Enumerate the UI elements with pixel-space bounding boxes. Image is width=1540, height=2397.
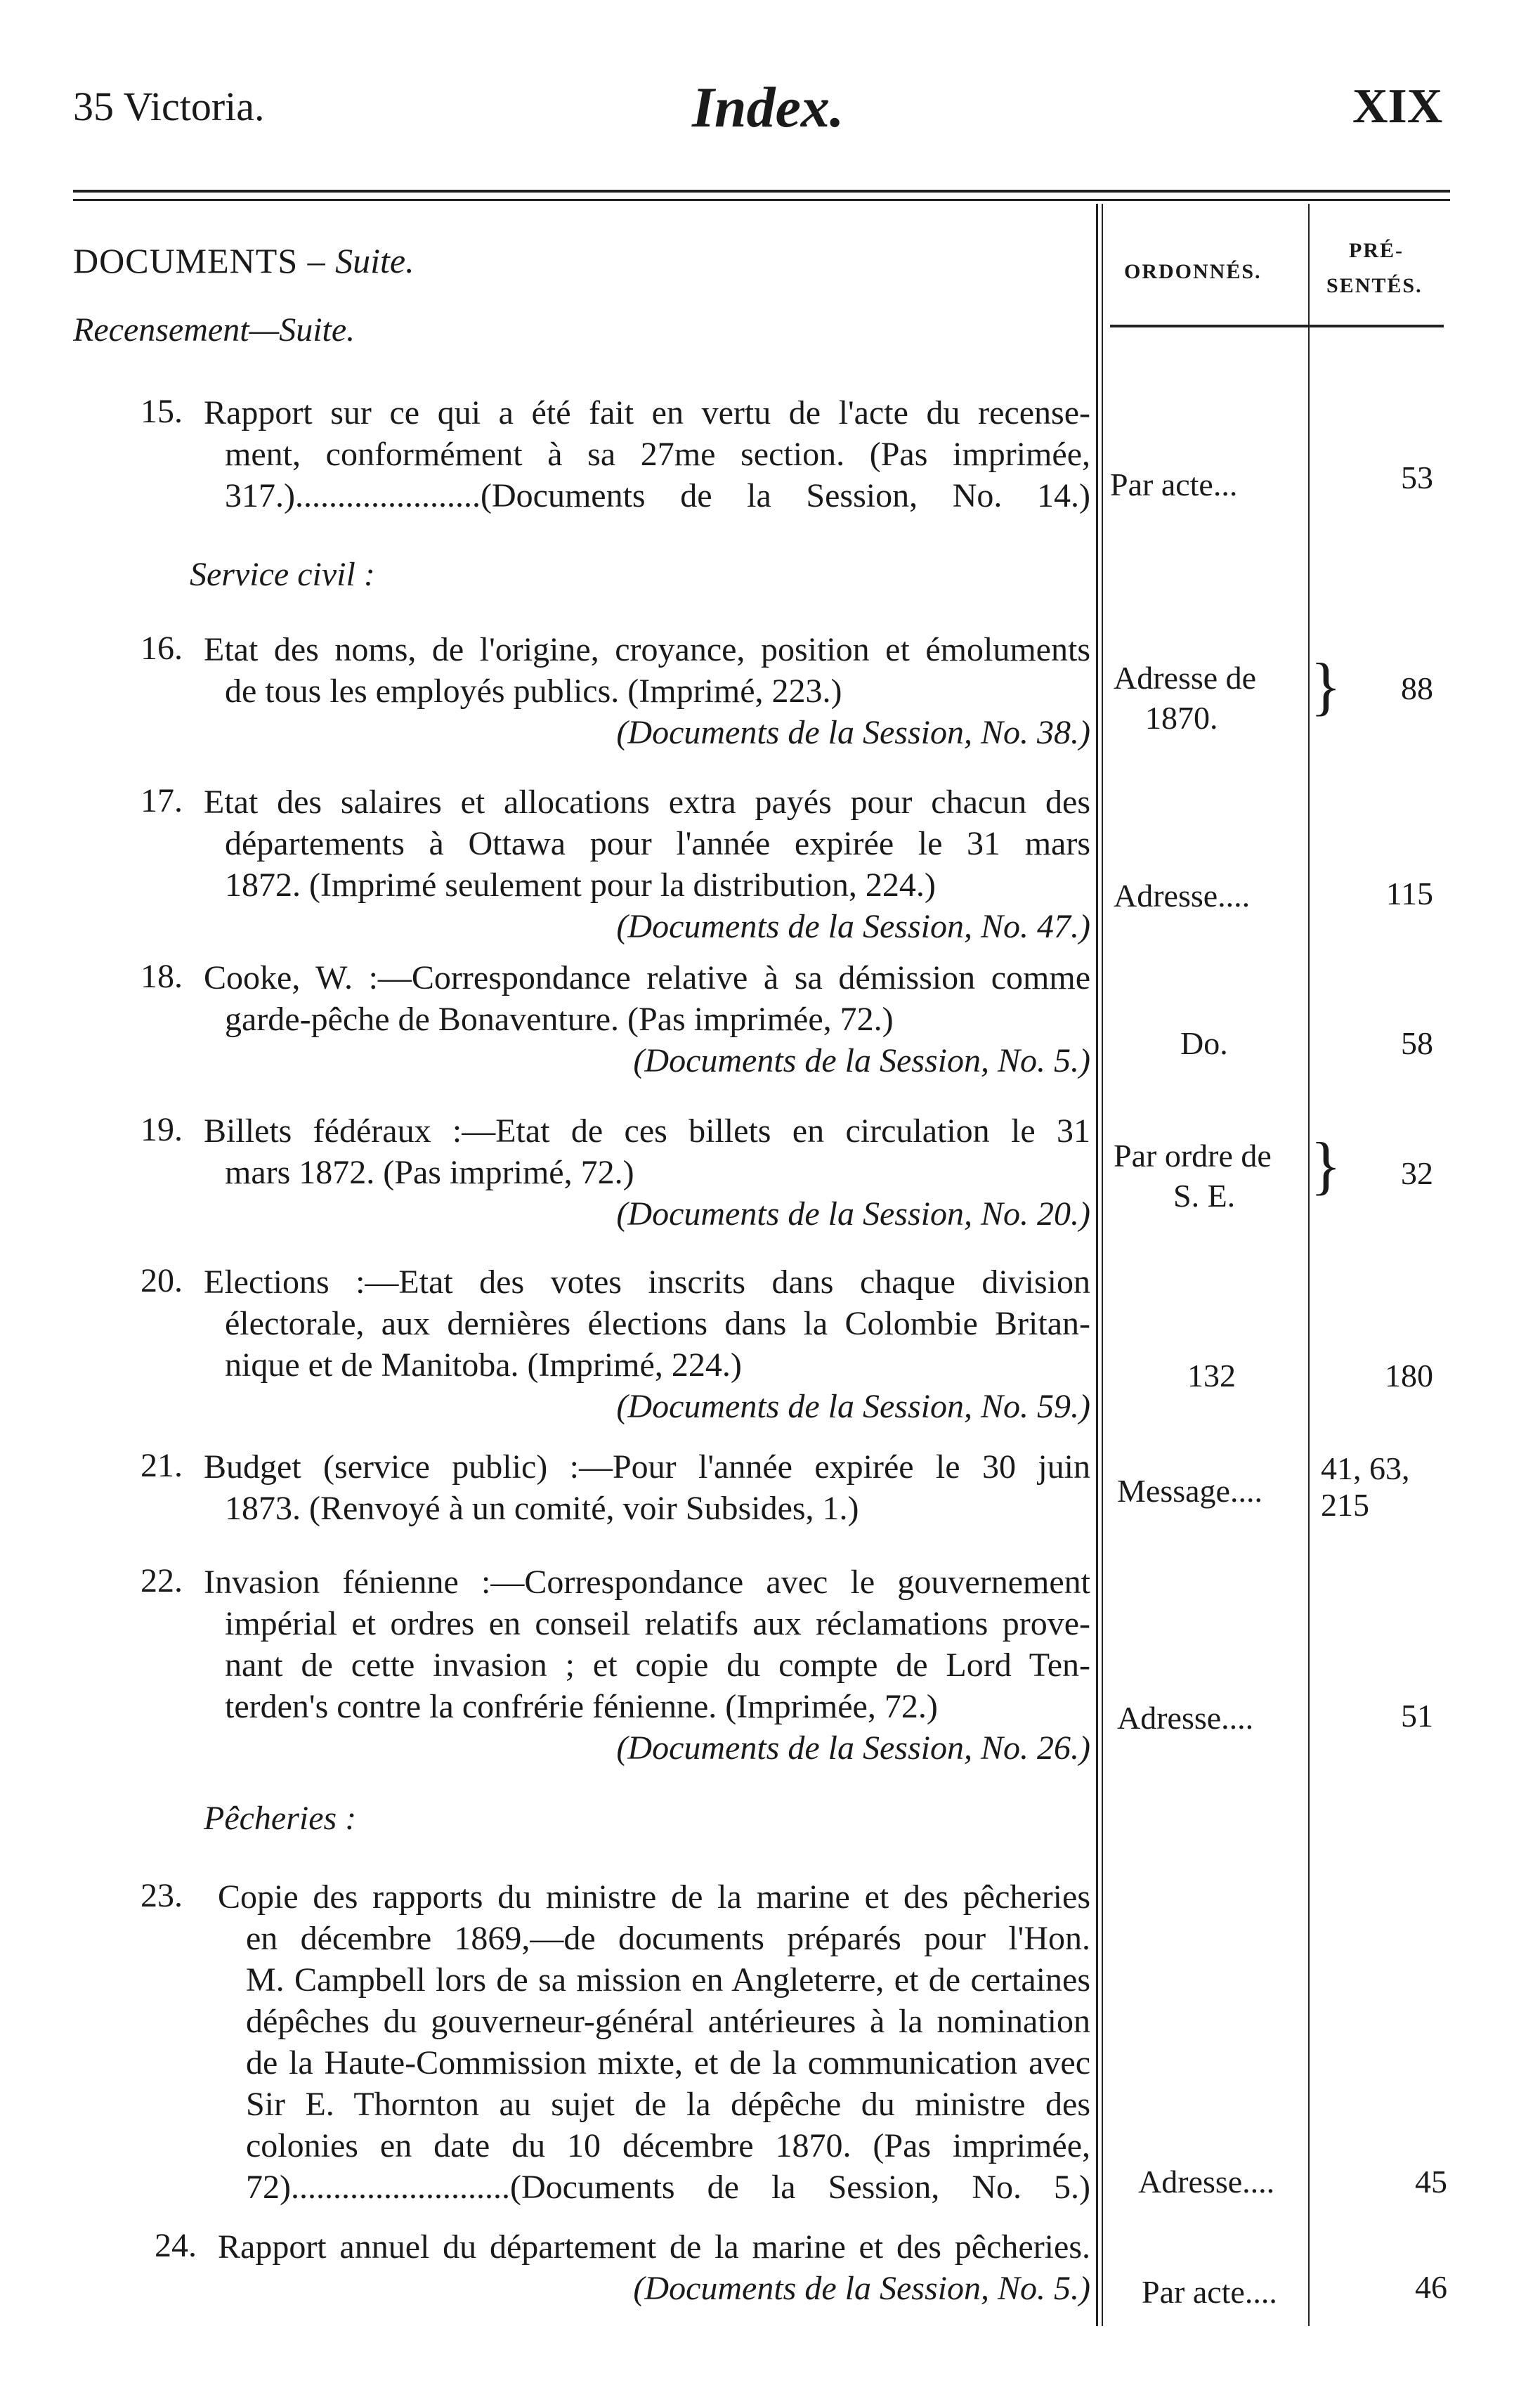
entry-line: Invasion fénienne :—Correspondance avec le gouvernement	[204, 1564, 1090, 1601]
section-title: DOCUMENTS – Suite.	[73, 241, 415, 280]
entry-line: (Documents de la Session, No. 20.)	[616, 1195, 1090, 1233]
entry-line: impérial et ordres en conseil relatifs aux réclamations prove-	[225, 1605, 1090, 1642]
entry-line: terden's contre la confrérie fénienne. (Imprimée, 72.)	[225, 1688, 938, 1725]
presentes-value: 32	[1401, 1155, 1433, 1191]
page-number: XIX	[1352, 79, 1443, 134]
presentes-value: 115	[1385, 876, 1433, 911]
subhead-service-civil: Service civil :	[190, 556, 375, 593]
entry-line: ment, conformément à sa 27me section. (Pas imprimée,	[225, 436, 1090, 473]
entry-text	[204, 629, 1090, 753]
ordonnes-value: Par acte....	[1142, 2274, 1277, 2310]
entry-number: 21.	[141, 1447, 183, 1484]
entry-line: 317.)......................(Documents de la Session, No. 14.)	[225, 477, 1090, 514]
ordonnes-value: S. E.	[1173, 1178, 1236, 1214]
entry-line: (Documents de la Session, No. 38.)	[616, 714, 1090, 751]
header-rule-top	[73, 190, 1450, 193]
entry-text	[204, 1561, 1090, 1769]
entry-line: (Documents de la Session, No. 5.)	[633, 1042, 1090, 1079]
entry-text	[204, 392, 1090, 517]
entry-line: (Documents de la Session, No. 5.)	[633, 2270, 1090, 2307]
entry-line: nant de cette invasion ; et copie du compte de Lord Ten-	[225, 1646, 1090, 1684]
entry-line: Elections :—Etat des votes inscrits dans chaque division	[204, 1264, 1090, 1301]
entry-line: électorale, aux dernières élections dans la Colombie Britan-	[225, 1305, 1090, 1342]
column-header-presentes-2: SENTÉS.	[1326, 274, 1423, 297]
ordonnes-value: Adresse....	[1138, 2164, 1275, 2200]
ordonnes-value: Par acte...	[1110, 467, 1238, 502]
entry-line: départements à Ottawa pour l'année expirée le 31 mars	[225, 825, 1090, 862]
ordonnes-value: Par ordre de	[1114, 1138, 1272, 1174]
entry-line: Etat des noms, de l'origine, croyance, position et émoluments	[204, 631, 1090, 668]
entry-line: (Documents de la Session, No. 47.)	[616, 908, 1090, 945]
entry-line: Cooke, W. :—Correspondance relative à sa démission comme	[204, 959, 1090, 996]
brace-icon: }	[1310, 650, 1342, 722]
subhead-pecheries: Pêcheries :	[204, 1800, 357, 1837]
entry-line: mars 1872. (Pas imprimé, 72.)	[225, 1154, 634, 1191]
column-divider-left-2	[1102, 204, 1103, 2326]
entry-text	[204, 781, 1090, 947]
ordonnes-value: 1870.	[1145, 700, 1218, 736]
entry-text	[218, 1876, 1090, 2208]
entry-number: 16.	[141, 630, 183, 667]
entry-number: 19.	[141, 1111, 183, 1148]
entry-line: (Documents de la Session, No. 26.)	[616, 1729, 1090, 1767]
running-header-left: 35 Victoria.	[73, 84, 265, 129]
presentes-value: 46	[1415, 2269, 1447, 2305]
entry-line: Rapport sur ce qui a été fait en vertu de l'acte du recense-	[204, 394, 1090, 431]
presentes-value: 215	[1321, 1487, 1369, 1523]
presentes-value: 53	[1401, 460, 1433, 495]
presentes-value: 51	[1401, 1698, 1433, 1734]
entry-line: Copie des rapports du ministre de la marine et des pêcheries	[218, 1878, 1090, 1916]
column-header-rule	[1110, 325, 1444, 327]
ordonnes-value: Adresse de	[1114, 660, 1257, 696]
column-header-ordonnes: ORDONNÉS.	[1124, 260, 1262, 283]
entry-line: de la Haute-Commission mixte, et de la communication avec	[246, 2044, 1090, 2081]
entry-line: en décembre 1869,—de documents préparés pour l'Hon.	[246, 1920, 1090, 1957]
ordonnes-value: Do.	[1180, 1025, 1228, 1061]
entry-text	[204, 1446, 1090, 1529]
entry-text	[204, 1261, 1090, 1427]
section-title-text: DOCUMENTS	[73, 241, 299, 280]
entry-number: 23.	[141, 1877, 183, 1914]
column-divider-left	[1096, 204, 1098, 2326]
entry-text	[204, 957, 1090, 1081]
ordonnes-value: Adresse....	[1114, 878, 1251, 914]
brace-icon: }	[1310, 1129, 1342, 1201]
presentes-value: 180	[1385, 1358, 1433, 1394]
entry-line: Billets fédéraux :—Etat de ces billets en circulation le 31	[204, 1112, 1090, 1150]
entry-line: (Documents de la Session, No. 59.)	[616, 1388, 1090, 1425]
entry-text	[204, 1110, 1090, 1235]
ordonnes-value: 132	[1187, 1358, 1236, 1394]
entry-line: colonies en date du 10 décembre 1870. (Pas imprimée,	[246, 2127, 1090, 2164]
ordonnes-value: Message....	[1117, 1473, 1262, 1509]
entry-line: garde-pêche de Bonaventure. (Pas imprimée, 72.)	[225, 1001, 894, 1038]
entry-line: 72)..........................(Documents de la Session, No. 5.)	[246, 2169, 1090, 2206]
entry-number: 22.	[141, 1562, 183, 1599]
presentes-value: 41, 63,	[1321, 1450, 1410, 1486]
entry-line: 1872. (Imprimé seulement pour la distribution, 224.)	[225, 866, 936, 904]
entry-number: 24.	[155, 2227, 197, 2264]
entry-line: Sir E. Thornton au sujet de la dépêche du ministre des	[246, 2086, 1090, 2123]
entry-line: de tous les employés publics. (Imprimé, 223.)	[225, 673, 842, 710]
column-header-presentes-1: PRÉ-	[1349, 239, 1404, 262]
header-rule-bottom	[73, 199, 1450, 201]
entry-number: 15.	[141, 393, 183, 430]
column-divider-right	[1308, 204, 1310, 2326]
running-header-title: Index.	[692, 75, 844, 139]
presentes-value: 58	[1401, 1025, 1433, 1061]
entry-number: 20.	[141, 1262, 183, 1299]
subsection-heading: Recensement—Suite.	[73, 311, 355, 349]
presentes-value: 45	[1415, 2164, 1447, 2200]
entry-line: M. Campbell lors de sa mission en Angleterre, et de certaines	[246, 1961, 1090, 1999]
entry-line: Rapport annuel du département de la marine et des pêcheries.	[218, 2228, 1090, 2266]
entry-line: Etat des salaires et allocations extra payés pour chacun des	[204, 784, 1090, 821]
entry-line: nique et de Manitoba. (Imprimé, 224.)	[225, 1346, 742, 1384]
ordonnes-value: Adresse....	[1117, 1700, 1254, 1736]
entry-number: 18.	[141, 958, 183, 995]
entry-line: Budget (service public) :—Pour l'année expirée le 30 juin	[204, 1448, 1090, 1486]
section-title-suffix: Suite.	[335, 241, 415, 280]
entry-text	[218, 2226, 1090, 2309]
entry-line: 1873. (Renvoyé à un comité, voir Subsides, 1.)	[225, 1490, 859, 1527]
entry-line: dépêches du gouverneur-général antérieures à la nomination	[246, 2003, 1090, 2040]
entry-number: 17.	[141, 782, 183, 819]
presentes-value: 88	[1401, 670, 1433, 706]
